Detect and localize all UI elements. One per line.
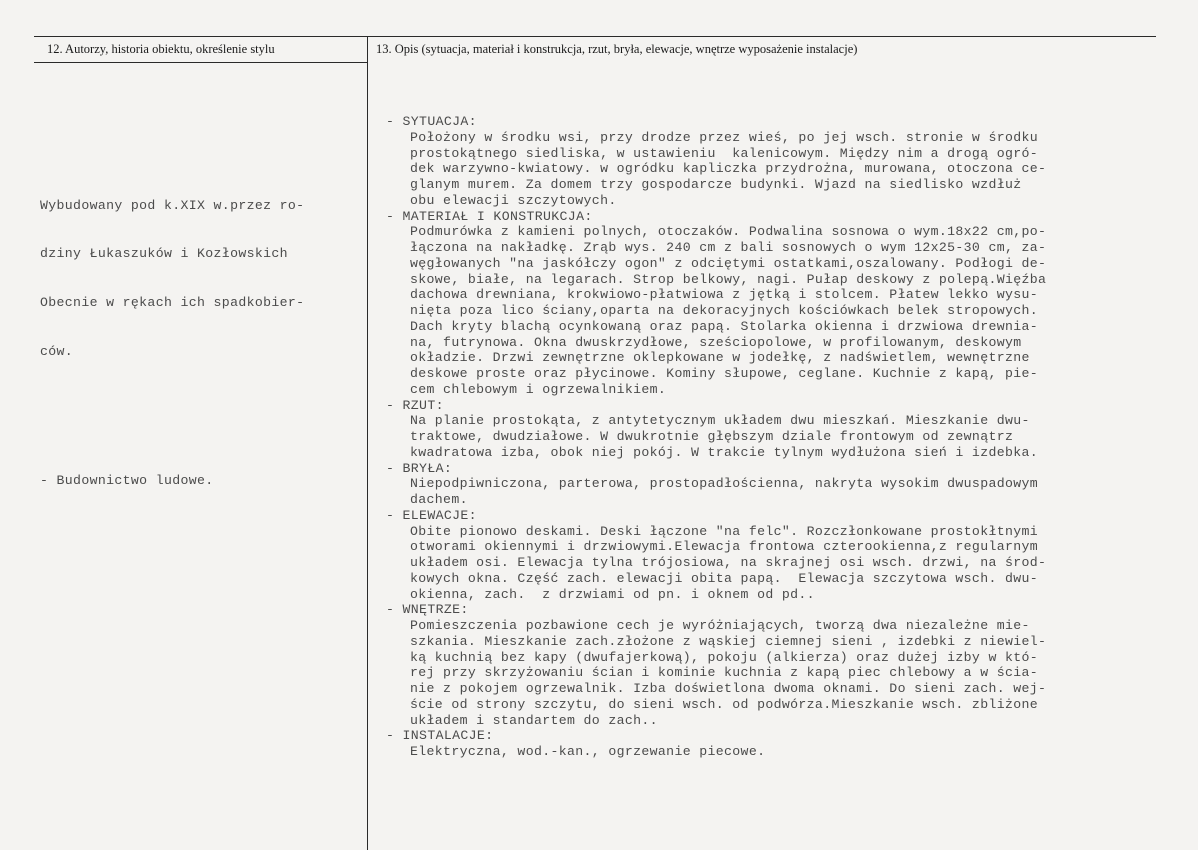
section-title: - MATERIAŁ I KONSTRUKCJA:: [386, 208, 593, 224]
left-column-header: 12. Autorzy, historia obiektu, określenie stylu: [47, 42, 275, 56]
description-section: [386, 209, 1046, 398]
section-title: - INSTALACJE:: [386, 728, 494, 744]
section-line: szkania. Mieszkanie zach.złożone z wąskiej ciemnej sieni , izdebki z niewiel-: [410, 633, 1047, 649]
section-line: obu elewacji szczytowych.: [410, 192, 617, 208]
section-line: prostokątnego siedliska, w ustawieniu kalenicowym. Między nim a drogą ogró-: [410, 145, 1039, 161]
style-text: - Budownictwo ludowe.: [40, 473, 214, 489]
section-line: układem osi. Elewacja tylna trójosiowa, na skrajnej osi wsch. drzwi, na środ-: [410, 555, 1047, 570]
section-line: dachowa drewniana, krokwiowo-płatwiowa z jętką i stolcem. Płatew lekko wysu-: [410, 287, 1039, 303]
description-section: [386, 398, 1046, 461]
section-line: skowe, białe, na legarach. Strop belkowy, nagi. Pułap deskowy z polepą.Więźba: [410, 271, 1047, 287]
section-line: układem i standartem do zach..: [410, 712, 658, 728]
section-line: okienna, zach. z drzwiami od pn. i oknem od pd..: [410, 586, 815, 602]
section-line: dek warzywno-kwiatowy. w ogródku kapliczka przydrożna, murowana, otoczona ce-: [410, 161, 1047, 177]
section-line: Na planie prostokąta, z antytetycznym układem dwu mieszkań. Mieszkanie dwu-: [410, 413, 1030, 429]
section-line: Podmurówka z kamieni polnych, otoczaków. Podwalina sosnowa o wym.18x22 cm,po-: [410, 224, 1047, 240]
description-section: [386, 602, 1046, 728]
section-line: dachem.: [410, 492, 468, 507]
section-line: Pomieszczenia pozbawione cech je wyróżniających, tworzą dwa niezależne mie-: [410, 618, 1030, 633]
section-line: Niepodpiwniczona, parterowa, prostopadłościenna, nakryta wysokim dwuspadowym: [410, 476, 1039, 492]
history-line: Obecnie w rękach ich spadkobier-: [40, 295, 305, 311]
section-title: - ELEWACJE:: [386, 507, 477, 523]
history-column: [40, 133, 304, 522]
section-line: ką kuchnią bez kapy (dwufajerkową), pokoju (alkierza) oraz dużej izby w któ-: [410, 649, 1039, 665]
section-line: deskowe proste oraz płycinowe. Kominy słupowe, ceglane. Kuchnie z kapą, pie-: [410, 366, 1039, 381]
section-line: nie z pokojem ogrzewalnik. Izba doświetlona dwoma oknami. Do sieni zach. wej-: [410, 681, 1047, 696]
history-line: Wybudowany pod k.XIX w.przez ro-: [40, 197, 305, 213]
right-column-header: 13. Opis (sytuacja, materiał i konstrukcja, rzut, bryła, elewacje, wnętrze wyposażenie instalacje): [376, 42, 858, 56]
section-title: - SYTUACJA:: [386, 114, 477, 129]
description-section: [386, 461, 1046, 508]
description-section: [386, 114, 1046, 209]
section-line: Położony w środku wsi, przy drodze przez wieś, po jej wsch. stronie w środku: [410, 129, 1039, 145]
section-title: - BRYŁA:: [386, 460, 453, 476]
section-title: - RZUT:: [386, 397, 444, 413]
top-rule: [34, 36, 1156, 37]
section-line: nięta poza lico ściany,oparta na dekoracyjnych kościówkach belek stropowych.: [410, 303, 1039, 318]
left-header-rule: [34, 62, 367, 63]
history-line: dziny Łukaszuków i Kozłowskich: [40, 246, 288, 262]
description-section: [386, 728, 1046, 760]
section-line: okładzie. Drzwi zewnętrzne oklepkowane w jodełkę, z nadświetlem, wewnętrzne: [410, 350, 1030, 366]
section-line: Elektryczna, wod.-kan., ogrzewanie piecowe.: [410, 744, 766, 759]
section-line: Obite pionowo deskami. Deski łączone "na felc". Rozczłonkowane prostokłtnymi: [410, 523, 1039, 539]
section-line: otworami okiennymi i drzwiowymi.Elewacja frontowa czterookienna,z regularnym: [410, 539, 1039, 555]
section-line: traktowe, dwudziałowe. W dwukrotnie głębszym dziale frontowym od zewnątrz: [410, 429, 1014, 444]
section-line: kwadratowa izba, obok niej pokój. W trakcie tylnym wydłużona sień i izdebka.: [410, 444, 1039, 460]
section-line: kowych okna. Część zach. elewacji obita papą. Elewacja szczytowa wsch. dwu-: [410, 570, 1039, 586]
section-line: łączona na nakładkę. Zrąb wys. 240 cm z bali sosnowych o wym 12x25-30 cm, za-: [410, 240, 1047, 255]
section-line: na, futrynowa. Okna dwuskrzydłowe, sześciopolowe, w profilowanym, deskowym: [410, 334, 1022, 350]
section-line: Dach kryty blachą ocynkowaną oraz papą. Stolarka okienna i drzwiowa drewnia-: [410, 318, 1039, 334]
section-line: ście od strony szczytu, do sieni wsch. od podwórza.Mieszkanie wsch. zbliżone: [410, 696, 1039, 712]
section-line: cem chlebowym i ogrzewalnikiem.: [410, 381, 667, 397]
history-text: [40, 165, 304, 392]
section-line: węgłowanych "na jaskółczy ogon" z odciętymi ostatkami,oszalowany. Podłogi de-: [410, 255, 1047, 271]
section-line: glanym murem. Za domem trzy gospodarcze budynki. Wjazd na siedlisko wzdłuż: [410, 177, 1022, 192]
column-divider: [367, 36, 368, 850]
section-line: rej przy skrzyżowaniu ścian i kominie kuchnia z kapą piec chlebowy a w ścia-: [410, 665, 1039, 681]
section-title: - WNĘTRZE:: [386, 602, 469, 618]
history-line: ców.: [40, 343, 74, 359]
description-section: [386, 508, 1046, 603]
description-column: [386, 114, 1046, 760]
